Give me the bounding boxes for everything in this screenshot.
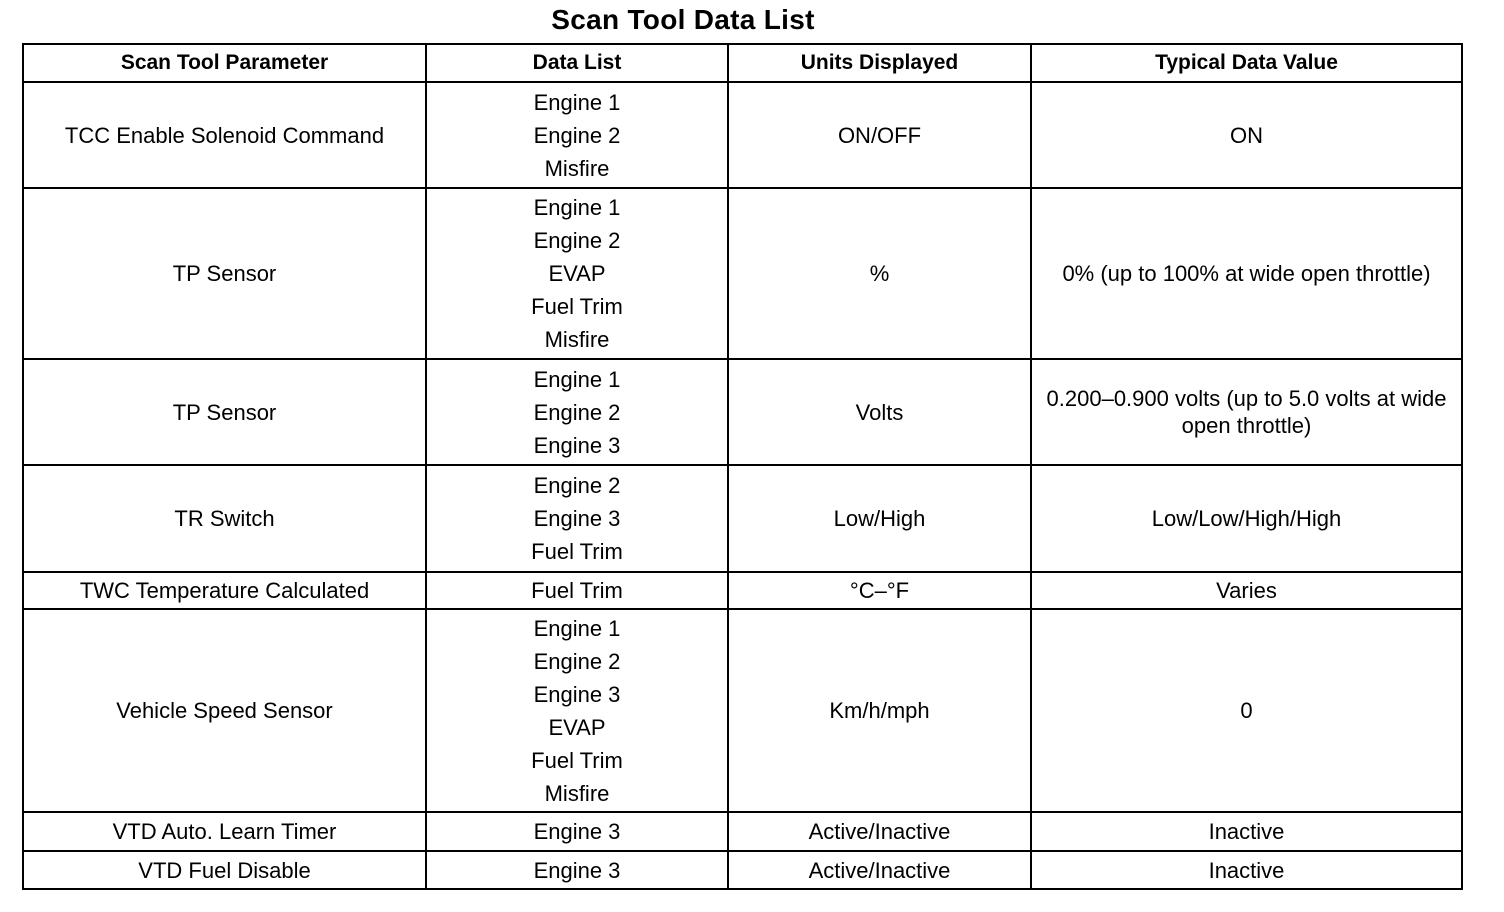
data-list-item: Engine 3 [533, 857, 621, 883]
data-list-item: Fuel Trim [531, 747, 623, 773]
table-row [23, 851, 1462, 889]
data-list-item: Engine 1 [533, 366, 621, 392]
data-list-item: Engine 3 [533, 819, 621, 844]
header-typical: Typical Data Value [1031, 44, 1462, 82]
parameter-cell: TCC Enable Solenoid Command [23, 82, 426, 188]
parameter-cell: TP Sensor [23, 359, 426, 465]
data-list-cell [426, 609, 728, 812]
data-list-cell [426, 851, 728, 889]
data-list-cell [426, 572, 728, 609]
table-row [23, 572, 1462, 609]
data-list-cell [426, 359, 728, 465]
data-list-item: Engine 1 [533, 195, 621, 220]
parameter-cell: Vehicle Speed Sensor [23, 609, 426, 812]
data-list-item: Engine 2 [533, 399, 621, 425]
data-list-cell [426, 465, 728, 572]
typical-value-cell: Low/Low/High/High [1031, 465, 1462, 572]
units-cell: Km/h/mph [728, 609, 1031, 812]
units-cell: Low/High [728, 465, 1031, 572]
data-list-item: Engine 2 [533, 122, 621, 148]
data-list-item: Engine 1 [533, 615, 621, 641]
data-list-item: Engine 2 [533, 648, 621, 674]
page-title: Scan Tool Data List [551, 4, 815, 35]
parameter-cell: TWC Temperature Calculated [23, 572, 426, 609]
typical-value-cell: 0 [1031, 609, 1462, 812]
typical-value-cell: Inactive [1031, 812, 1462, 851]
parameter-cell: TR Switch [23, 465, 426, 572]
parameter-cell: VTD Fuel Disable [23, 851, 426, 889]
table-body [23, 82, 1462, 889]
table-row [23, 188, 1462, 359]
typical-value-cell: Inactive [1031, 851, 1462, 889]
header-parameter: Scan Tool Parameter [23, 44, 426, 82]
table-row [23, 609, 1462, 812]
header-units: Units Displayed [728, 44, 1031, 82]
units-cell: % [728, 188, 1031, 359]
typical-value-cell: ON [1031, 82, 1462, 188]
data-list-item: Engine 1 [533, 89, 621, 115]
data-list-item: Fuel Trim [531, 539, 623, 564]
data-list-item: Misfire [544, 780, 610, 806]
table-row [23, 812, 1462, 851]
data-list-item: Misfire [544, 155, 610, 181]
data-list-item: Engine 2 [533, 473, 621, 498]
table-row [23, 82, 1462, 188]
units-cell: °C–°F [728, 572, 1031, 609]
data-list-cell [426, 188, 728, 359]
units-cell: ON/OFF [728, 82, 1031, 188]
table-row [23, 465, 1462, 572]
data-list-cell [426, 82, 728, 188]
typical-value-cell: Varies [1031, 572, 1462, 609]
units-cell: Volts [728, 359, 1031, 465]
data-list-item: Engine 3 [533, 681, 621, 707]
header-row [23, 44, 1462, 82]
typical-value-cell: 0.200–0.900 volts (up to 5.0 volts at wide open throttle) [1031, 359, 1462, 465]
data-list-item: Fuel Trim [531, 578, 623, 603]
scan-tool-data-table [22, 43, 1463, 890]
typical-value-cell: 0% (up to 100% at wide open throttle) [1031, 188, 1462, 359]
data-list-item: Fuel Trim [531, 294, 623, 319]
data-list-item: Engine 3 [533, 506, 621, 531]
header-data-list: Data List [426, 44, 728, 82]
data-list-cell [426, 812, 728, 851]
data-list-item: Engine 2 [533, 228, 621, 253]
data-list-item: EVAP [548, 261, 606, 286]
data-list-item: EVAP [548, 714, 606, 740]
parameter-cell: TP Sensor [23, 188, 426, 359]
units-cell: Active/Inactive [728, 851, 1031, 889]
table-row [23, 359, 1462, 465]
data-list-item: Misfire [544, 327, 610, 352]
units-cell: Active/Inactive [728, 812, 1031, 851]
data-list-item: Engine 3 [533, 432, 621, 458]
parameter-cell: VTD Auto. Learn Timer [23, 812, 426, 851]
